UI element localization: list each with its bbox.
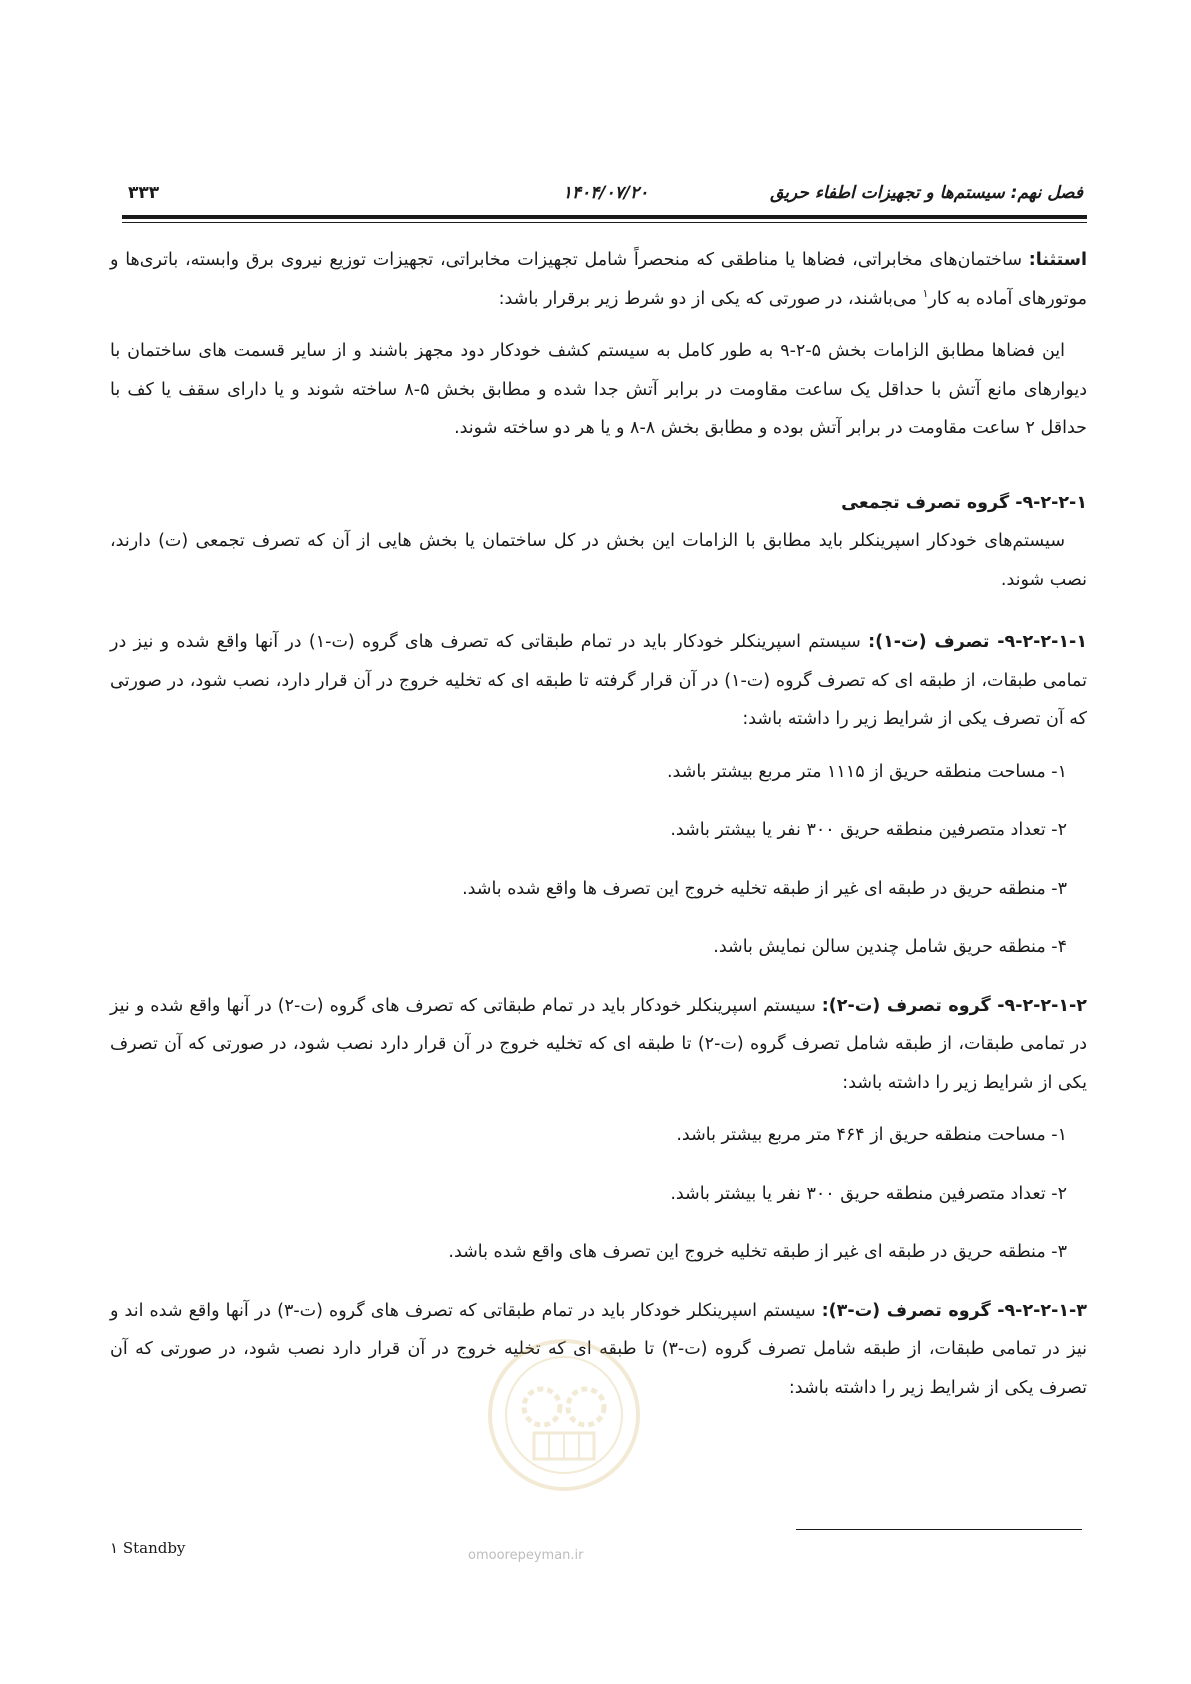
list-item: ۱- مساحت منطقه حریق از ۱۱۱۵ متر مربع بیشتر باشد. <box>666 761 1067 782</box>
footnote-mark: ۱ <box>922 286 929 300</box>
list-item: ۴- منطقه حریق شامل چندین سالن نمایش باشد. <box>713 937 1067 957</box>
exception-paragraph <box>110 241 1087 318</box>
page-header <box>128 183 1083 213</box>
section-body-assembly: سیستم‌های خودکار اسپرینکلر باید مطابق با الزامات این بخش در کل ساختمان یا بخش هایی از آن که تصرف تجمعی (ت) دارند، نصب شوند. <box>110 531 1087 590</box>
conditions-paragraph: این فضاها مطابق الزامات بخش ۵-۲-۹ به طور کامل به سیستم کشف خودکار دود مجهز باشند و از سایر قسمت های ساختمان با دیوارهای مانع آتش با حداقل یک ساعت مقاومت در برابر آتش جدا شده و مطابق بخش ۵-۸ ساخته شوند و یا دارای سقف یا کف با حداقل ۲ ساعت مقاومت در برابر آتش بوده و مطابق بخش ۸-۸ و یا هر دو ساخته شوند. <box>110 341 1087 438</box>
footnote: ۱ Standby <box>110 1539 186 1557</box>
section-a3-body: سیستم اسپرینکلر خودکار باید در تمام طبقاتی که تصرف های گروه (ت-۳) در آنها واقع شده اند و نیز در تمامی طبقات، از طبقه شامل تصرف گروه (ت-۳) تا طبقه ای که تخلیه خروج در آن قرار دارد نصب شود، در صورتی که آن تصرف یکی از شرایط زیر را داشته باشد: <box>110 1300 1088 1398</box>
exception-text: ساختمان‌های مخابراتی، فضاها یا مناطقی که منحصراً شامل تجهیزات مخابراتی، تجهیزات توزیع نیروی برق وابسته، باتری‌ها و موتورهای آماده به کار <box>110 250 1087 309</box>
footnote-rule <box>796 1529 1082 1530</box>
page-number: ۳۳۳ <box>128 183 160 203</box>
section-a1-title: ۹-۲-۲-۱-۱- تصرف (ت-۱): <box>868 632 1088 652</box>
section-a2-paragraph <box>110 987 1087 1103</box>
section-a2-title: ۹-۲-۲-۱-۲- گروه تصرف (ت-۲): <box>821 995 1087 1016</box>
header-rule-thin <box>122 222 1087 223</box>
exception-text-after: می‌باشند، در صورتی که یکی از دو شرط زیر برقرار باشد: <box>498 288 917 309</box>
section-heading-assembly: ۹-۲-۲-۱- گروه تصرف تجمعی <box>841 492 1087 513</box>
exception-label: استثنا: <box>1028 250 1087 270</box>
main-content <box>110 241 1087 1421</box>
chapter-title: فصل نهم: سیستم‌ها و تجهیزات اطفاء حریق <box>770 183 1083 203</box>
header-rule-thick <box>122 215 1087 219</box>
watermark-url: omoorepeyman.ir <box>468 1548 584 1563</box>
section-a1-body: سیستم اسپرینکلر خودکار باید در تمام طبقاتی که تصرف های گروه (ت-۱) در آنها واقع شده و نیز در تمامی طبقات، از طبقه ای که تصرف گروه (ت-۱) در آن قرار گرفته تا طبقه ای که تخلیه خروج در آن قرار دارد، نصب شود، در صورتی که آن تصرف یکی از شرایط زیر را داشته باشد: <box>110 632 1087 729</box>
list-item: ۳- منطقه حریق در طبقه ای غیر از طبقه تخلیه خروج این تصرف های واقع شده باشد. <box>448 1242 1067 1262</box>
list-item: ۳- منطقه حریق در طبقه ای غیر از طبقه تخلیه خروج این تصرف ها واقع شده باشد. <box>462 878 1067 899</box>
header-date: ۱۴۰۴/۰۷/۲۰ <box>562 183 649 203</box>
list-item: ۱- مساحت منطقه حریق از ۴۶۴ متر مربع بیشتر باشد. <box>676 1125 1067 1145</box>
section-a1-paragraph <box>110 623 1087 739</box>
list-item: ۲- تعداد متصرفین منطقه حریق ۳۰۰ نفر یا بیشتر باشد. <box>670 1183 1067 1204</box>
section-a2-body: سیستم اسپرینکلر خودکار باید در تمام طبقاتی که تصرف های گروه (ت-۲) در آنها واقع شده و نیز در تمامی طبقات، از طبقه شامل تصرف گروه (ت-۲) تا طبقه ای که تخلیه خروج در آن قرار دارد نصب شود، در صورتی که آن تصرف یکی از شرایط زیر را داشته باشد: <box>110 995 1088 1093</box>
list-item: ۲- تعداد متصرفین منطقه حریق ۳۰۰ نفر یا بیشتر باشد. <box>670 820 1067 840</box>
section-a3-title: ۹-۲-۲-۱-۳- گروه تصرف (ت-۳): <box>821 1300 1087 1321</box>
watermark-seal-icon <box>484 1335 644 1495</box>
